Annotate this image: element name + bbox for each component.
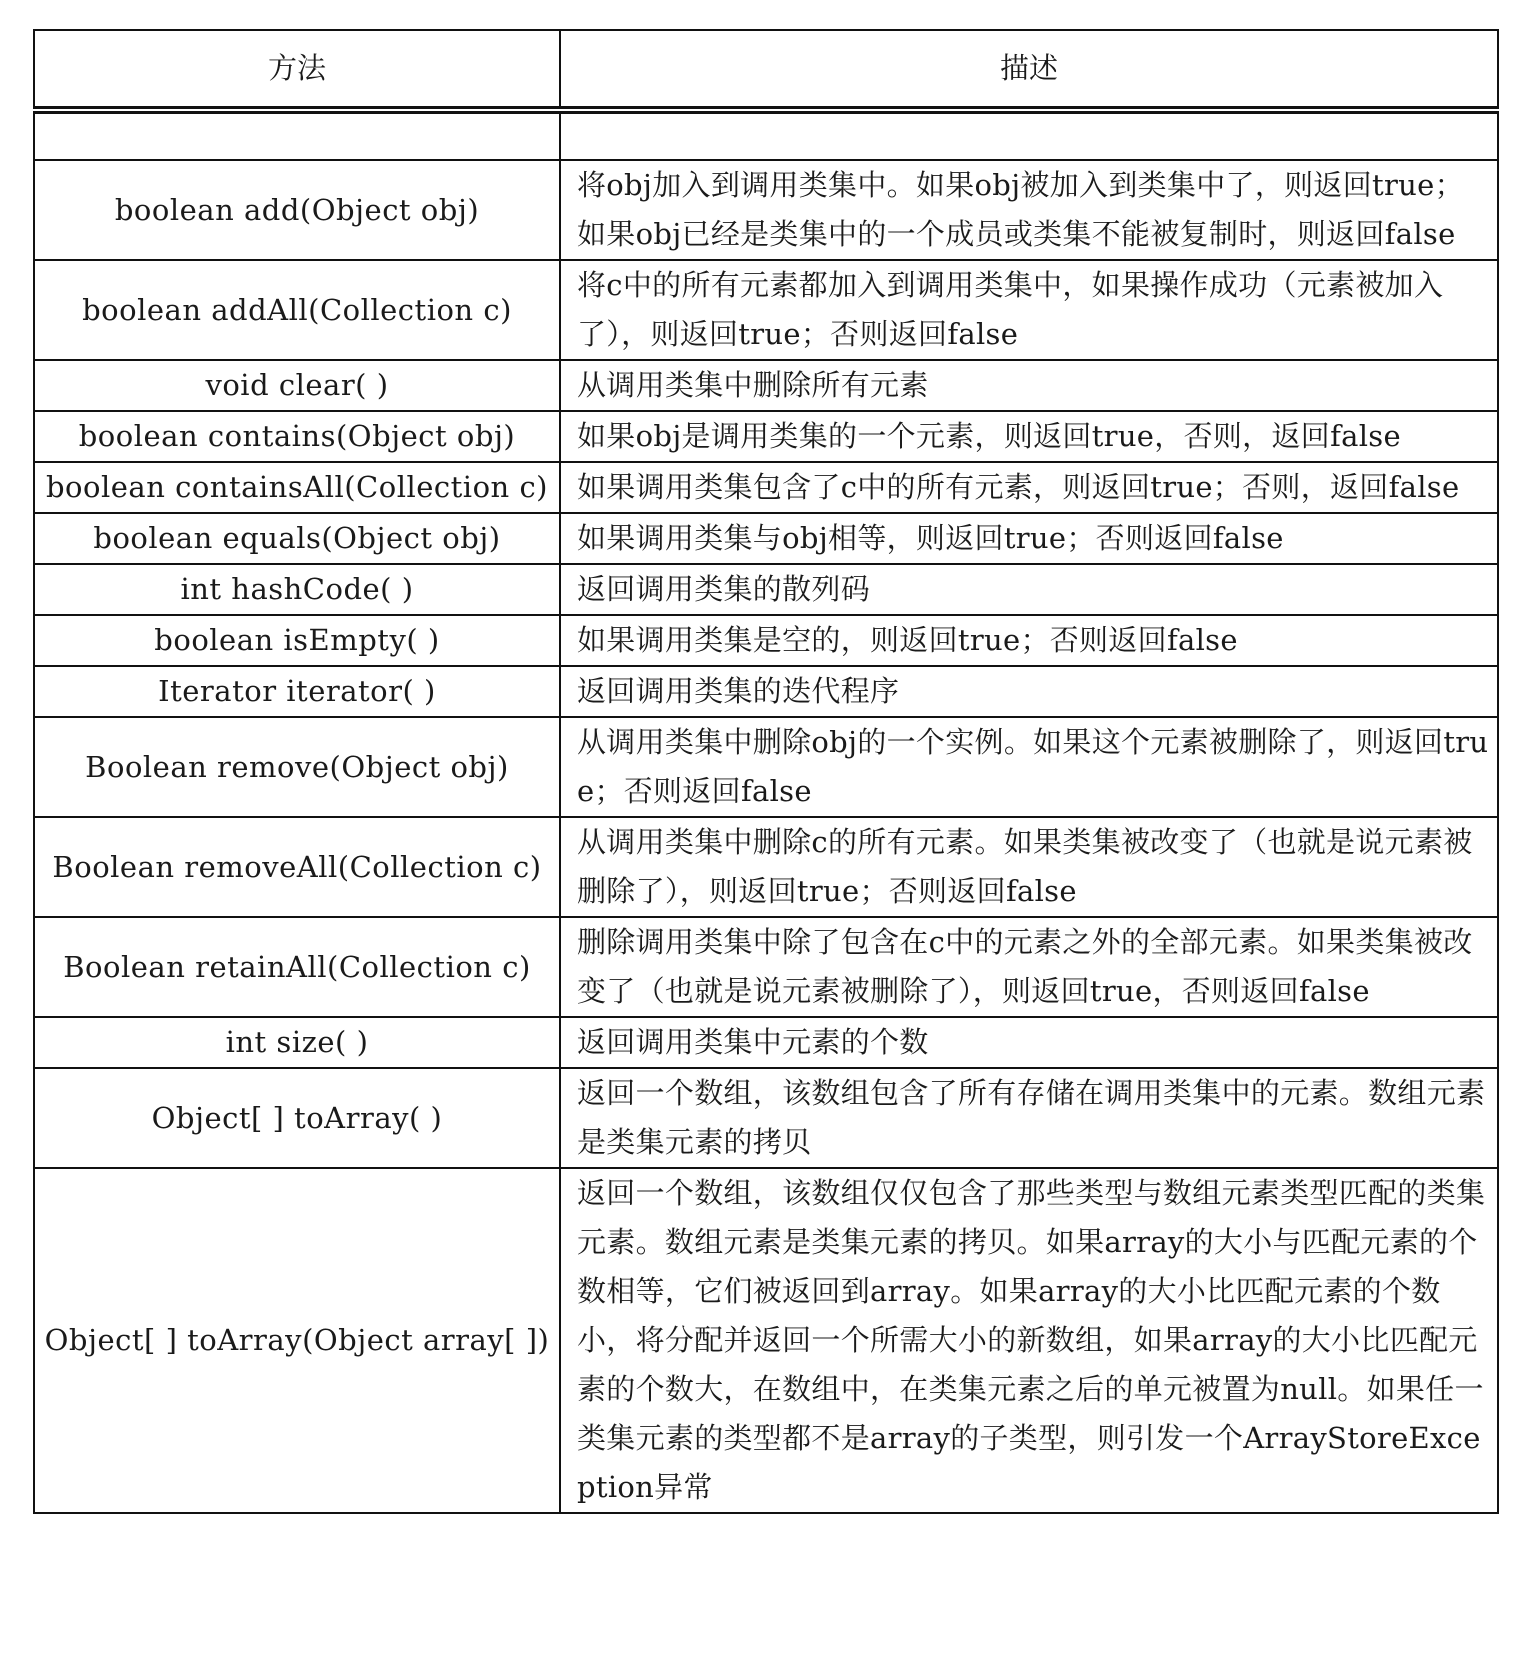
header-separator — [34, 110, 1498, 160]
method-cell: boolean containsAll(Collection c) — [34, 462, 560, 513]
collection-methods-table — [33, 29, 1499, 1514]
description-cell: 返回一个数组，该数组包含了所有存储在调用类集中的元素。数组元素是类集元素的拷贝 — [560, 1068, 1498, 1168]
description-cell: 从调用类集中删除c的所有元素。如果类集被改变了（也就是说元素被删除了），则返回true；否则返回false — [560, 817, 1498, 917]
table-row — [34, 917, 1498, 1017]
header-method: 方法 — [34, 30, 560, 110]
description-cell: 返回调用类集的散列码 — [560, 564, 1498, 615]
table-row — [34, 260, 1498, 360]
description-cell: 将obj加入到调用类集中。如果obj被加入到类集中了，则返回true；如果obj已经是类集中的一个成员或类集不能被复制时，则返回false — [560, 160, 1498, 260]
table-row — [34, 1168, 1498, 1513]
description-cell: 将c中的所有元素都加入到调用类集中，如果操作成功（元素被加入了），则返回true；否则返回false — [560, 260, 1498, 360]
table-row — [34, 564, 1498, 615]
table-row — [34, 411, 1498, 462]
description-cell: 返回一个数组，该数组仅仅包含了那些类型与数组元素类型匹配的类集元素。数组元素是类集元素的拷贝。如果array的大小与匹配元素的个数相等，它们被返回到array。如果array的大小比匹配元素的个数小，将分配并返回一个所需大小的新数组，如果array的大小比匹配元素的个数大，在数组中，在类集元素之后的单元被置为null。如果任一类集元素的类型都不是array的子类型，则引发一个ArrayStoreException异常 — [560, 1168, 1498, 1513]
description-cell: 如果调用类集与obj相等，则返回true；否则返回false — [560, 513, 1498, 564]
method-cell: boolean addAll(Collection c) — [34, 260, 560, 360]
table-row — [34, 160, 1498, 260]
method-cell: boolean isEmpty( ) — [34, 615, 560, 666]
table-row — [34, 666, 1498, 717]
method-cell: Iterator iterator( ) — [34, 666, 560, 717]
method-cell: Boolean remove(Object obj) — [34, 717, 560, 817]
description-cell: 如果调用类集包含了c中的所有元素，则返回true；否则，返回false — [560, 462, 1498, 513]
header-description: 描述 — [560, 30, 1498, 110]
table-row — [34, 360, 1498, 411]
table-row — [34, 615, 1498, 666]
method-cell: boolean add(Object obj) — [34, 160, 560, 260]
description-cell: 删除调用类集中除了包含在c中的元素之外的全部元素。如果类集被改变了（也就是说元素被删除了），则返回true，否则返回false — [560, 917, 1498, 1017]
table-row — [34, 817, 1498, 917]
description-cell: 从调用类集中删除obj的一个实例。如果这个元素被删除了，则返回true；否则返回false — [560, 717, 1498, 817]
method-cell: Boolean removeAll(Collection c) — [34, 817, 560, 917]
table-row — [34, 1017, 1498, 1068]
table-row — [34, 513, 1498, 564]
description-cell: 返回调用类集的迭代程序 — [560, 666, 1498, 717]
method-cell: int size( ) — [34, 1017, 560, 1068]
description-cell: 返回调用类集中元素的个数 — [560, 1017, 1498, 1068]
table-header — [34, 30, 1498, 110]
description-cell: 从调用类集中删除所有元素 — [560, 360, 1498, 411]
method-cell: Object[ ] toArray( ) — [34, 1068, 560, 1168]
header-row — [34, 30, 1498, 110]
table-row — [34, 1068, 1498, 1168]
table-row — [34, 717, 1498, 817]
method-cell: Object[ ] toArray(Object array[ ]) — [34, 1168, 560, 1513]
description-cell: 如果obj是调用类集的一个元素，则返回true，否则，返回false — [560, 411, 1498, 462]
table-row — [34, 462, 1498, 513]
method-cell: Boolean retainAll(Collection c) — [34, 917, 560, 1017]
description-cell: 如果调用类集是空的，则返回true；否则返回false — [560, 615, 1498, 666]
method-cell: boolean equals(Object obj) — [34, 513, 560, 564]
method-cell: int hashCode( ) — [34, 564, 560, 615]
method-cell: void clear( ) — [34, 360, 560, 411]
table-body — [34, 110, 1498, 1513]
method-cell: boolean contains(Object obj) — [34, 411, 560, 462]
